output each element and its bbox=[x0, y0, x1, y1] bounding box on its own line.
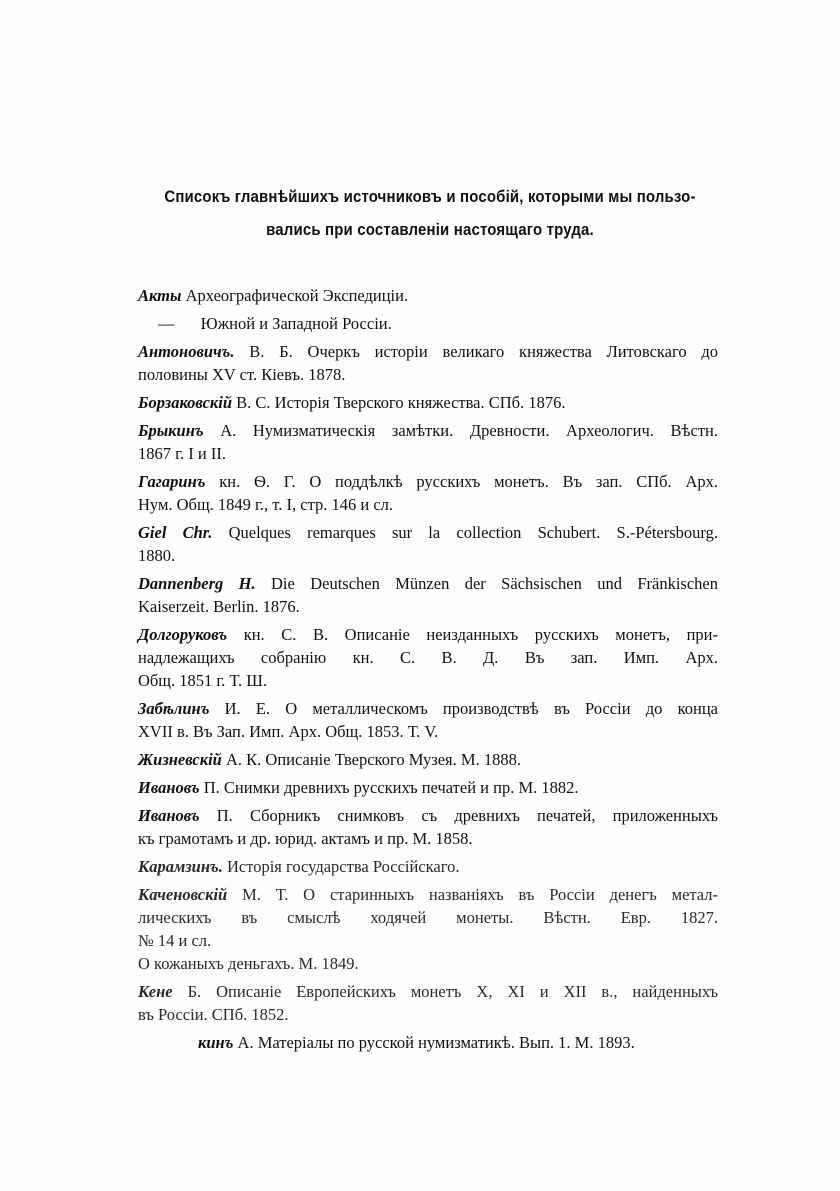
entry-text: 1867 г. I и II. bbox=[138, 444, 226, 463]
entry-text: кн. С. В. Описаніе неизданныхъ русскихъ монетъ, при- bbox=[243, 625, 718, 644]
entry-author: Жизневскій bbox=[138, 750, 222, 769]
entry-author: — bbox=[158, 314, 175, 333]
entry-author: Гагаринъ bbox=[138, 472, 206, 491]
entry-text: В. Б. Очеркъ исторіи великаго княжества Литовскаго до bbox=[249, 342, 719, 361]
entry-author: Карамзинъ. bbox=[138, 857, 223, 876]
entry-author: Антоновичъ. bbox=[138, 342, 235, 361]
entry-text: М. Т. О старинныхъ названіяхъ въ Россіи денегъ метал- bbox=[242, 885, 718, 904]
entry-text: В. С. Исторія Тверского княжества. СПб. 1876. bbox=[236, 393, 566, 412]
bibliography-entry bbox=[138, 470, 718, 516]
bibliography-entry bbox=[138, 855, 718, 878]
entry-author: Кене bbox=[138, 982, 173, 1001]
bibliography-entry bbox=[138, 980, 718, 1026]
entry-text: въ Россіи. СПб. 1852. bbox=[138, 1005, 289, 1024]
entry-text: Южной и Западной Россіи. bbox=[200, 314, 392, 333]
entry-text: Нум. Общ. 1849 г., т. I, стр. 146 и сл. bbox=[138, 495, 394, 514]
entry-text: 1880. bbox=[138, 546, 176, 565]
entry-author: Борзаковскій bbox=[138, 393, 233, 412]
entry-author: Брыкинъ bbox=[138, 421, 204, 440]
entry-text: № 14 и сл. bbox=[138, 931, 212, 950]
entry-text: надлежащихъ собранію кн. С. В. Д. Въ зап. Имп. Арх. bbox=[138, 648, 718, 667]
bibliography-entry bbox=[138, 697, 718, 743]
entry-text: И. Е. О металлическомъ производствѣ въ Россіи до конца bbox=[224, 699, 718, 718]
entry-author: Ивановъ bbox=[138, 778, 200, 797]
bibliography-list bbox=[138, 284, 718, 1059]
entry-text: кн. Ѳ. Г. О поддѣлкѣ русскихъ монетъ. Въ зап. СПб. Арх. bbox=[219, 472, 718, 491]
entry-text: Археографической Экспедиціи. bbox=[185, 286, 409, 305]
bibliography-entry bbox=[138, 391, 718, 414]
bibliography-entry bbox=[138, 340, 718, 386]
bibliography-entry bbox=[138, 521, 718, 567]
title-line-2: вались при составленіи настоящаго труда. bbox=[266, 220, 594, 239]
page-title bbox=[120, 180, 740, 246]
bibliography-entry bbox=[138, 776, 718, 799]
entry-author: Забѣлинъ bbox=[138, 699, 210, 718]
entry-text: А. К. Описаніе Тверского Музея. М. 1888. bbox=[225, 750, 521, 769]
entry-text: П. Снимки древнихъ русскихъ печатей и пр. М. 1882. bbox=[203, 778, 579, 797]
bibliography-entry bbox=[138, 748, 718, 771]
bibliography-entry bbox=[138, 419, 718, 465]
entry-text: Kaiserzeit. Berlin. 1876. bbox=[138, 597, 300, 616]
entry-text: Общ. 1851 г. Т. Ш. bbox=[138, 671, 267, 690]
entry-text: Die Deutschen Münzen der Sächsischen und Fränkischen bbox=[271, 574, 718, 593]
entry-author: Каченовскій bbox=[138, 885, 228, 904]
entry-text: Б. Описаніе Европейскихъ монетъ X, XI и XII в., найденныхъ bbox=[187, 982, 719, 1001]
bibliography-entry bbox=[136, 312, 718, 335]
entry-author: Ивановъ bbox=[138, 806, 200, 825]
entry-text: XVII в. Въ Зап. Имп. Арх. Общ. 1853. Т. V. bbox=[138, 722, 439, 741]
entry-author: Dannenberg H. bbox=[138, 574, 256, 593]
entry-text: А. Матеріалы по русской нумизматикѣ. Вып. 1. М. 1893. bbox=[237, 1033, 635, 1052]
title-line-1: Списокъ главнѣйшихъ источниковъ и пособій, которыми мы пользо- bbox=[164, 187, 696, 206]
bibliography-entry bbox=[138, 572, 718, 618]
entry-text: П. Сборникъ снимковъ съ древнихъ печатей, приложенныхъ bbox=[216, 806, 718, 825]
entry-text: Quelques remarques sur la collection Schubert. S.-Pétersbourg. bbox=[228, 523, 718, 542]
entry-text: къ грамотамъ и др. юрид. актамъ и пр. М. 1858. bbox=[138, 829, 473, 848]
entry-text: лическихъ въ смыслѣ ходячей монеты. Вѣстн. Евр. 1827. bbox=[138, 908, 718, 927]
entry-author: Giel Chr. bbox=[138, 523, 213, 542]
entry-author: Акты bbox=[138, 286, 182, 305]
entry-text: Исторія государства Россійскаго. bbox=[226, 857, 460, 876]
bibliography-entry bbox=[138, 623, 718, 692]
entry-author: кинъ bbox=[198, 1033, 234, 1052]
entry-author: Долгоруковъ bbox=[138, 625, 228, 644]
entry-text: А. Нумизматическія замѣтки. Древности. Археологич. Вѣстн. bbox=[220, 421, 719, 440]
entry-text: половины XV ст. Кіевъ. 1878. bbox=[138, 365, 346, 384]
bibliography-entry bbox=[138, 804, 718, 850]
bibliography-entry bbox=[138, 883, 718, 975]
bibliography-entry bbox=[138, 284, 718, 307]
entry-text: О кожаныхъ деньгахъ. М. 1849. bbox=[138, 954, 359, 973]
bibliography-entry bbox=[138, 1031, 718, 1054]
